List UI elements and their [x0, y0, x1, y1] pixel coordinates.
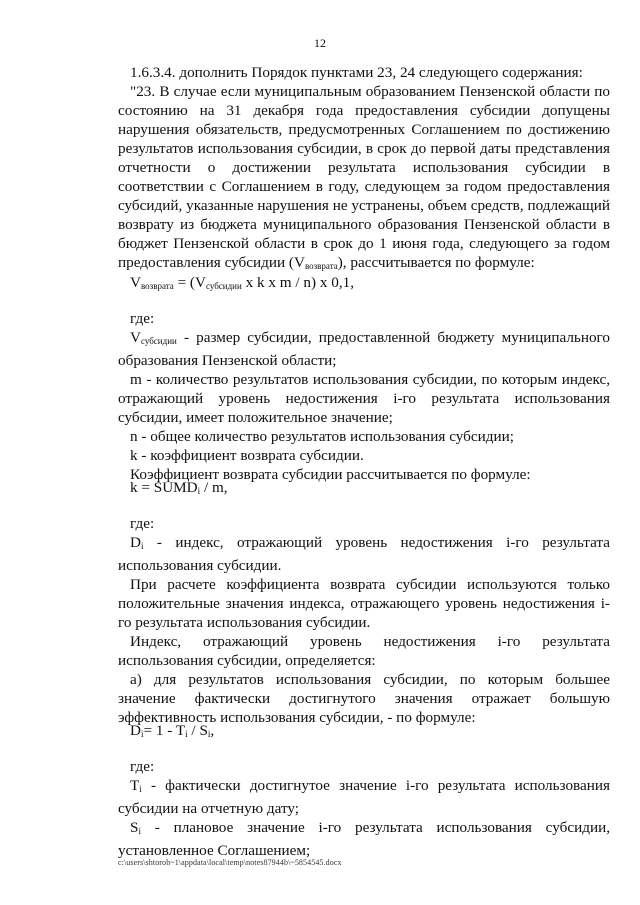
- definition-t: [118, 776, 610, 818]
- def-d-subscript: i: [140, 541, 144, 551]
- def-v-subscript: субсидии: [140, 336, 177, 346]
- formula-d: [130, 722, 214, 740]
- def-s-subscript: i: [138, 826, 141, 836]
- def-d-symbol: D: [130, 534, 141, 551]
- formula-d-t-subscript: i: [185, 729, 188, 739]
- formula-v-mid: = (V: [173, 274, 206, 291]
- def-v-text: - размер субсидии, предоставленной бюджету муниципального образования Пензенской области;: [118, 329, 610, 369]
- formula-k-main: k = SUMD: [130, 479, 198, 496]
- formula-v-symbol: V: [130, 274, 141, 291]
- k-formula-intro: Коэффициент возврата субсидии рассчитывается по формуле:: [130, 466, 531, 483]
- formula-v-tail: x k x m / n) x 0,1,: [241, 274, 355, 291]
- definitions-block-2: [118, 514, 610, 727]
- point-a-paragraph: а) для результатов использования субсидии, по которым большее значение фактически достигнутого значения отражает большую эффективность использования субсидии, - по формуле:: [118, 671, 610, 726]
- definitions-block-3: [118, 757, 610, 860]
- item-23-paragraph: [118, 82, 610, 276]
- where-label-2: где:: [130, 515, 155, 532]
- formula-d-s-subscript: i: [207, 729, 211, 739]
- item-23-subscript: возврата: [304, 261, 338, 271]
- definitions-block-1: [118, 309, 610, 484]
- def-t-subscript: i: [139, 784, 142, 794]
- intro-paragraph: 1.6.3.4. дополнить Порядок пунктами 23, 24 следующего содержания:: [130, 64, 583, 81]
- definition-k: k - коэффициент возврата субсидии.: [130, 447, 364, 464]
- formula-v-mid-subscript: субсидии: [205, 281, 242, 291]
- formula-k-tail: / m,: [200, 479, 228, 496]
- item-23-tail: ), рассчитывается по формуле:: [337, 254, 535, 271]
- formula-v-vozvrata: [130, 274, 354, 292]
- page-number: 12: [314, 36, 326, 50]
- def-t-symbol: T: [130, 777, 140, 794]
- def-s-text: - плановое значение i-го результата использования субсидии, установленное Соглашением;: [118, 819, 610, 859]
- where-label-1: где:: [130, 310, 155, 327]
- def-s-symbol: S: [130, 819, 139, 836]
- formula-d-mid: = 1 - T: [143, 722, 186, 739]
- index-paragraph: Индекс, отражающий уровень недостижения i-го результата использования субсидии, определяется:: [118, 633, 610, 669]
- positive-values-paragraph: При расчете коэффициента возврата субсидии используются только положительные значения индекса, отражающего уровень недостижения i-го результата использования субсидии.: [118, 576, 610, 631]
- def-v-symbol: V: [130, 329, 141, 346]
- item-23-block: [118, 63, 610, 276]
- formula-d-symbol: D: [130, 722, 141, 739]
- def-t-text: - фактически достигнутое значение i-го результата использования субсидии на отчетную дату;: [118, 777, 610, 817]
- formula-d-tail: ,: [210, 722, 215, 739]
- where-label-3: где:: [130, 758, 155, 775]
- definition-n: n - общее количество результатов использования субсидии;: [130, 428, 514, 445]
- formula-d-subscript: i: [140, 729, 144, 739]
- formula-k: [130, 479, 228, 497]
- formula-d-div: / S: [187, 722, 208, 739]
- definition-d: [118, 533, 610, 575]
- definition-v-subsidii: [118, 328, 610, 370]
- definition-s: [118, 818, 610, 860]
- item-23-text: "23. В случае если муниципальным образованием Пензенской области по состоянию на 31 декабря года предоставления субсидии допущены нарушения обязательств, предусмотренных Соглашением по достижению результатов использования субсидии, в срок до первой даты представления отчетности о достижении результата использования субсидии в соответствии с Соглашением в году, следующем за годом предоставления субсидий, указанные нарушения не устранены, объем средств, подлежащий возврату из бюджета муниципального образования Пензенской области в бюджет Пензенской области в срок до 1 июня года, следующего за годом предоставления субсидии (V: [118, 83, 610, 271]
- file-path-footer: c:\users\shtoroh~1\appdata\local\temp\notes87944b\~5854545.docx: [118, 858, 342, 867]
- def-d-text: - индекс, отражающий уровень недостижения i-го результата использования субсидии.: [118, 534, 610, 574]
- definition-m: m - количество результатов использования субсидии, по которым индекс, отражающий уровень недостижения i-го результата использования субсидии, имеет положительное значение;: [118, 371, 610, 426]
- formula-k-subscript: i: [197, 486, 201, 496]
- formula-v-subscript: возврата: [140, 281, 174, 291]
